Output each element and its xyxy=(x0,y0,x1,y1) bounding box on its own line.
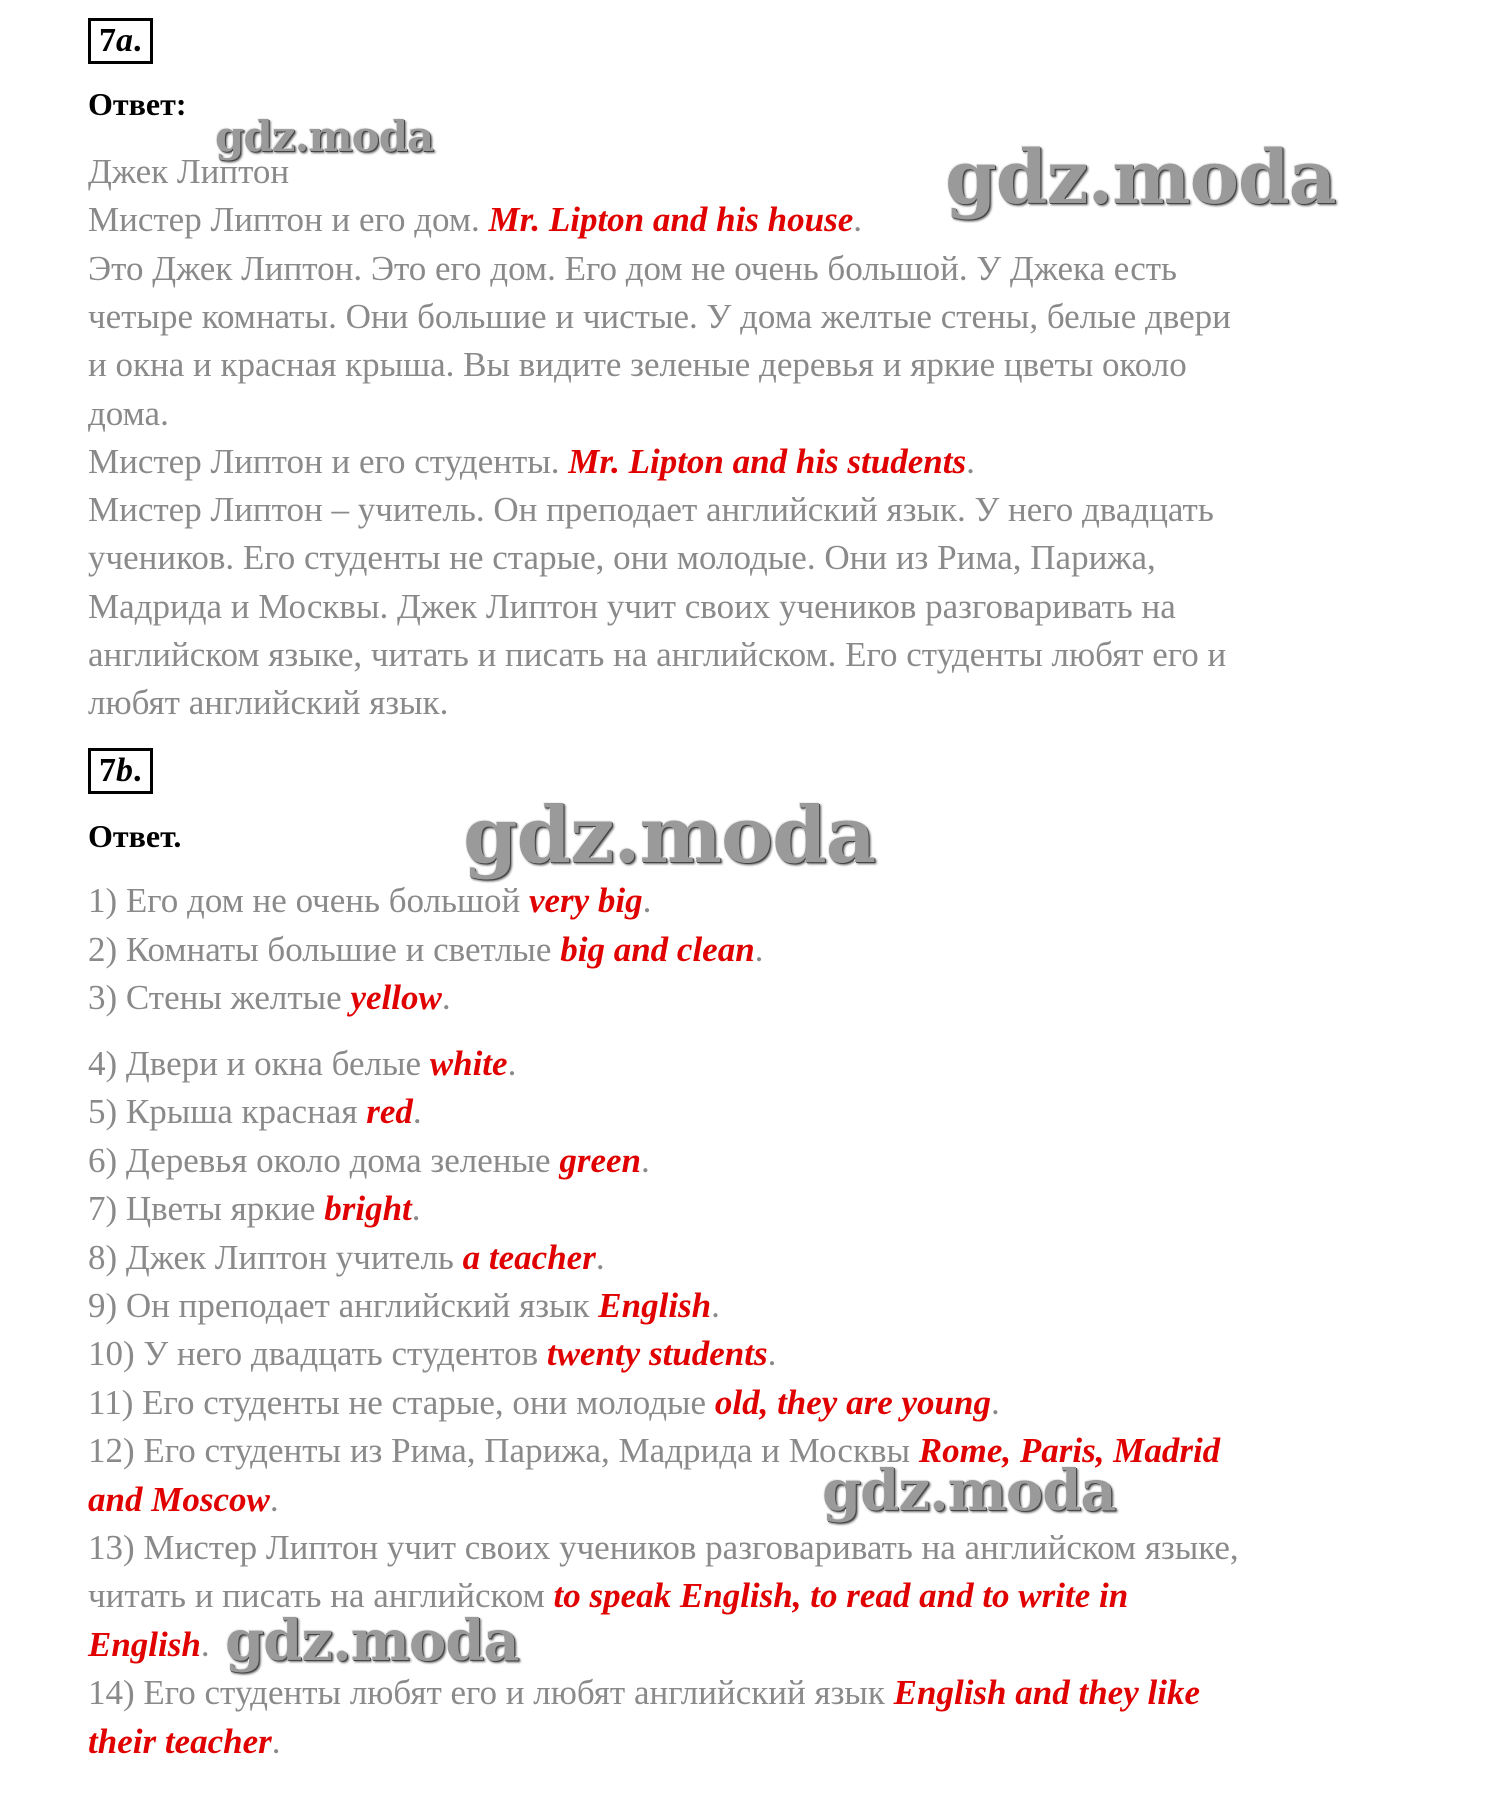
english-answer: very big xyxy=(528,881,643,920)
exercise-dot: . xyxy=(133,752,142,789)
russian-text: 9) Он преподает английский язык xyxy=(88,1286,599,1325)
russian-text: 11) Его студенты не старые, они молодые xyxy=(88,1383,715,1422)
text-line xyxy=(88,1330,776,1379)
russian-text: 6) Деревья около дома зеленые xyxy=(88,1141,560,1180)
english-answer: bright xyxy=(324,1189,412,1228)
punctuation: . xyxy=(990,1383,1000,1422)
english-answer: white xyxy=(429,1044,508,1083)
english-answer: and Moscow xyxy=(88,1480,270,1519)
watermark: gdz.moda xyxy=(463,790,876,881)
answer-label-7a: Ответ: xyxy=(88,86,187,122)
watermark: gdz.moda xyxy=(822,1458,1116,1524)
exercise-dot: . xyxy=(133,22,142,59)
text-line xyxy=(88,196,862,245)
watermark: gdz.moda xyxy=(225,1608,519,1674)
punctuation: . xyxy=(412,1092,422,1131)
text-line xyxy=(88,1524,1239,1573)
text-line xyxy=(88,1185,421,1234)
punctuation: . xyxy=(271,1722,281,1761)
text-line xyxy=(88,1379,1000,1428)
russian-text: Мистер Липтон – учитель. Он преподает английский язык. У него двадцать xyxy=(88,490,1214,529)
english-answer: Mr. Lipton and his students xyxy=(568,442,967,481)
russian-text: четыре комнаты. Они большие и чистые. У дома желтые стены, белые двери xyxy=(88,297,1231,336)
russian-text: Мадрида и Москвы. Джек Липтон учит своих учеников разговаривать на xyxy=(88,587,1176,626)
text-line xyxy=(88,583,1176,632)
russian-text: 14) Его студенты любят его и любят английский язык xyxy=(88,1673,894,1712)
text-line xyxy=(88,534,1156,583)
exercise-letter: b xyxy=(116,752,133,789)
answer-label-7b: Ответ. xyxy=(88,818,182,854)
english-answer: a teacher xyxy=(462,1238,596,1277)
english-answer: Rome, Paris, Madrid xyxy=(918,1431,1221,1470)
text-line xyxy=(88,679,448,728)
exercise-letter: a xyxy=(116,22,133,59)
russian-text: 8) Джек Липтон учитель xyxy=(88,1238,463,1277)
russian-text: 2) Комнаты большие и светлые xyxy=(88,930,561,969)
english-answer: big and clean xyxy=(560,930,755,969)
exercise-number: 7 xyxy=(99,22,116,59)
text-line xyxy=(88,1088,422,1137)
english-answer: their teacher xyxy=(88,1722,272,1761)
english-answer: English xyxy=(598,1286,712,1325)
russian-text: 3) Стены желтые xyxy=(88,978,351,1017)
text-line xyxy=(88,341,1187,390)
punctuation: . xyxy=(595,1238,605,1277)
punctuation: . xyxy=(411,1189,421,1228)
text-line xyxy=(88,390,169,439)
russian-text: Это Джек Липтон. Это его дом. Его дом не очень большой. У Джека есть xyxy=(88,249,1177,288)
punctuation: . xyxy=(507,1044,517,1083)
text-line xyxy=(88,438,975,487)
russian-text: учеников. Его студенты не старые, они молодые. Они из Рима, Парижа, xyxy=(88,538,1156,577)
text-line xyxy=(88,974,451,1023)
text-line xyxy=(88,1718,280,1767)
punctuation: . xyxy=(640,1141,650,1180)
punctuation: . xyxy=(441,978,451,1017)
punctuation: . xyxy=(200,1625,210,1664)
russian-text: 7) Цветы яркие xyxy=(88,1189,325,1228)
russian-text: Мистер Липтон и его студенты. xyxy=(88,442,569,481)
punctuation: . xyxy=(853,200,862,239)
text-line xyxy=(88,1040,516,1089)
watermark: gdz.moda xyxy=(215,112,434,161)
text-line xyxy=(88,1282,720,1331)
text-line xyxy=(88,926,763,975)
exercise-label-7b xyxy=(88,748,153,794)
punctuation: . xyxy=(642,881,652,920)
english-answer: yellow xyxy=(350,978,442,1017)
english-answer: red xyxy=(366,1092,413,1131)
english-answer: English and they like xyxy=(893,1673,1200,1712)
russian-text: и окна и красная крыша. Вы видите зеленые деревья и яркие цветы около xyxy=(88,345,1187,384)
text-line xyxy=(88,245,1177,294)
russian-text: Мистер Липтон и его дом. xyxy=(88,200,489,239)
russian-text: 1) Его дом не очень большой xyxy=(88,881,529,920)
text-line xyxy=(88,877,651,926)
russian-text: Джек Липтон xyxy=(88,152,290,191)
text-line xyxy=(88,1669,1200,1718)
russian-text: 12) Его студенты из Рима, Парижа, Мадрида и Москвы xyxy=(88,1431,919,1470)
russian-text: дома. xyxy=(88,394,169,433)
watermark: gdz.moda xyxy=(945,135,1336,221)
text-line xyxy=(88,1621,210,1670)
english-answer: twenty students xyxy=(546,1334,768,1373)
text-line xyxy=(88,1476,279,1525)
text-line xyxy=(88,1137,650,1186)
text-line xyxy=(88,1234,605,1283)
russian-text: 4) Двери и окна белые xyxy=(88,1044,430,1083)
russian-text: любят английский язык. xyxy=(88,683,449,722)
punctuation: . xyxy=(269,1480,279,1519)
exercise-number: 7 xyxy=(99,752,116,789)
exercise-label-7a xyxy=(88,18,153,64)
russian-text: 13) Мистер Липтон учит своих учеников разговаривать на английском языке, xyxy=(88,1528,1239,1567)
russian-text: читать и писать на английском xyxy=(88,1576,554,1615)
english-answer: green xyxy=(559,1141,641,1180)
english-answer: to speak English, to read and to write in xyxy=(553,1576,1129,1615)
punctuation: . xyxy=(966,442,975,481)
text-line xyxy=(88,293,1231,342)
english-answer: old, they are young xyxy=(714,1383,991,1422)
english-answer: Mr. Lipton and his house xyxy=(488,200,854,239)
russian-text: английском языке, читать и писать на английском. Его студенты любят его и xyxy=(88,635,1227,674)
english-answer: English xyxy=(88,1625,201,1664)
russian-text: 5) Крыша красная xyxy=(88,1092,367,1131)
punctuation: . xyxy=(754,930,764,969)
punctuation: . xyxy=(767,1334,777,1373)
text-line xyxy=(88,631,1226,680)
punctuation: . xyxy=(711,1286,720,1325)
russian-text: 10) У него двадцать студентов xyxy=(88,1334,547,1373)
text-line xyxy=(88,486,1214,535)
